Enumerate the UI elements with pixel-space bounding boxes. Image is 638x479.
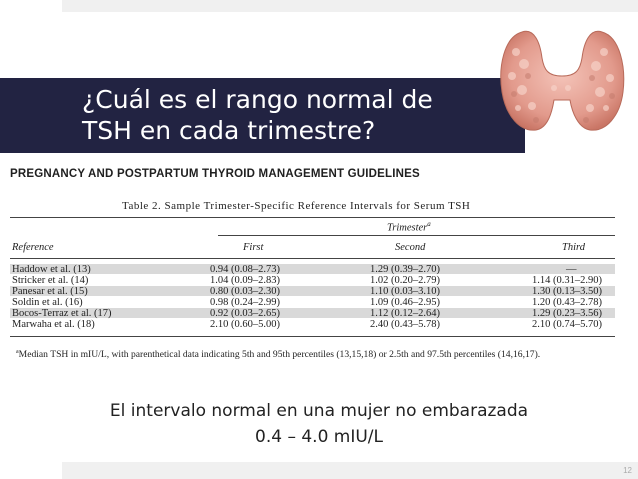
- col-header-third: Third: [562, 242, 585, 253]
- cell-first: 1.04 (0.09–2.83): [210, 275, 280, 286]
- slide-title-line1: ¿Cuál es el rango normal de: [82, 85, 433, 114]
- cell-second: 2.40 (0.43–5.78): [370, 319, 440, 330]
- cell-third: 1.14 (0.31–2.90): [532, 275, 602, 286]
- slide-title-line2: TSH en cada trimestre?: [82, 116, 376, 145]
- col-header-reference: Reference: [12, 242, 54, 253]
- cell-reference: Soldin et al. (16): [12, 297, 83, 308]
- cell-reference: Bocos-Terraz et al. (17): [12, 308, 112, 319]
- table-row: [10, 275, 615, 285]
- table-header-rule: [10, 258, 615, 259]
- cell-first: 2.10 (0.60–5.00): [210, 319, 280, 330]
- cell-second: 1.02 (0.20–2.79): [370, 275, 440, 286]
- bottom-band: [62, 462, 638, 479]
- table-row: [10, 286, 615, 296]
- cell-first: 0.98 (0.24–2.99): [210, 297, 280, 308]
- cell-third: 2.10 (0.74–5.70): [532, 319, 602, 330]
- cell-third: —: [566, 264, 577, 275]
- cell-first: 0.92 (0.03–2.65): [210, 308, 280, 319]
- cell-reference: Marwaha et al. (18): [12, 319, 95, 330]
- cell-first: 0.94 (0.08–2.73): [210, 264, 280, 275]
- page-number: 12: [623, 466, 632, 475]
- cell-second: 1.10 (0.03–3.10): [370, 286, 440, 297]
- table-caption: Table 2. Sample Trimester-Specific Reference Intervals for Serum TSH: [122, 200, 471, 212]
- cell-third: 1.20 (0.43–2.78): [532, 297, 602, 308]
- table-row: [10, 319, 615, 329]
- table-row: [10, 308, 615, 318]
- trimester-header: Trimester$^a$: [387, 220, 431, 234]
- table-bottom-rule: [10, 336, 615, 337]
- conclusion-line2: 0.4 – 4.0 mIU/L: [255, 427, 383, 447]
- cell-second: 1.29 (0.39–2.70): [370, 264, 440, 275]
- cell-reference: Panesar et al. (15): [12, 286, 88, 297]
- cell-third: 1.30 (0.13–3.50): [532, 286, 602, 297]
- table-row: [10, 264, 615, 274]
- col-header-first: First: [243, 242, 264, 253]
- table-footnote: $^a$Median TSH in mIU/L, with parenthetical data indicating 5th and 95th percentiles (13,15,18) or 2.5th and 97.5th percentiles (14,16,17).: [16, 349, 541, 361]
- col-header-second: Second: [395, 242, 426, 253]
- thyroid-gland-illustration: [492, 12, 632, 138]
- cell-second: 1.12 (0.12–2.64): [370, 308, 440, 319]
- cell-third: 1.29 (0.23–3.56): [532, 308, 602, 319]
- document-heading: PREGNANCY AND POSTPARTUM THYROID MANAGEMENT GUIDELINES: [10, 168, 420, 180]
- slide-title: [82, 84, 502, 146]
- cell-reference: Stricker et al. (14): [12, 275, 89, 286]
- cell-reference: Haddow et al. (13): [12, 264, 91, 275]
- table-row: [10, 297, 615, 307]
- table-top-rule: [10, 217, 615, 218]
- cell-second: 1.09 (0.46–2.95): [370, 297, 440, 308]
- conclusion-line1: El intervalo normal en una mujer no embarazada: [109, 401, 529, 421]
- cell-first: 0.80 (0.03–2.30): [210, 286, 280, 297]
- top-band: [62, 0, 638, 12]
- trimester-underline: [218, 235, 615, 236]
